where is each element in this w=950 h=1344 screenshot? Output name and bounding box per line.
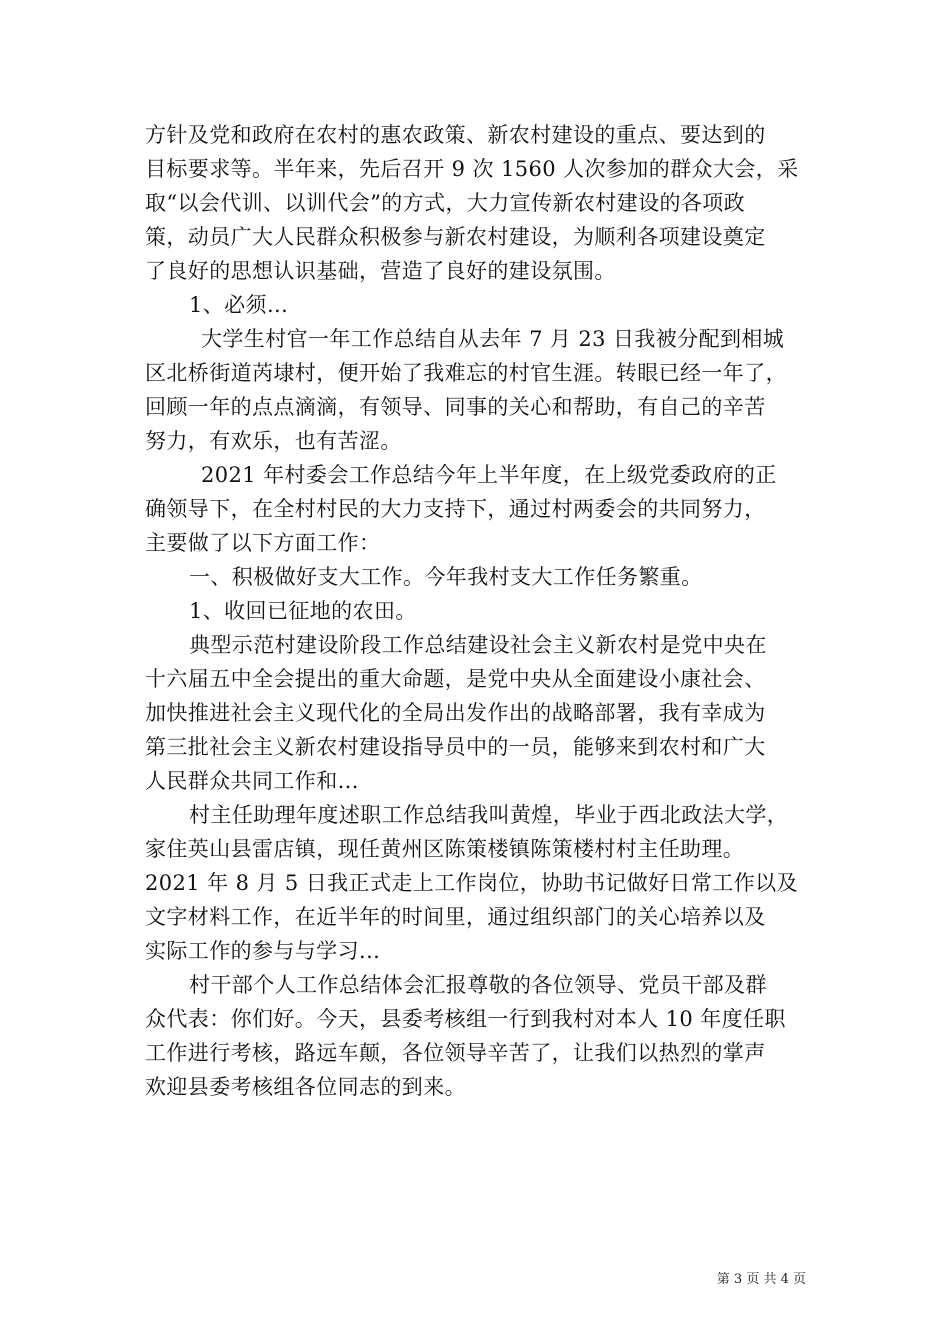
- text-line: 1、必须...: [189, 293, 289, 317]
- text-line: 家住英山县雷店镇，现任黄州区陈策楼镇陈策楼村村主任助理。: [145, 837, 745, 861]
- text-line: 众代表：你们好。今天，县委考核组一行到我村对本人 10 年度任职: [145, 1007, 786, 1031]
- text-line: 村主任助理年度述职工作总结我叫黄煌，毕业于西北政法大学，: [189, 803, 789, 827]
- page-number: 第 3 页 共 4 页: [716, 1272, 806, 1287]
- text-line: 主要做了以下方面工作：: [145, 531, 381, 555]
- text-line: 工作进行考核，路远车颠，各位领导辛苦了，让我们以热烈的掌声: [145, 1041, 766, 1065]
- text-line: 2021 年 8 月 5 日我正式走上工作岗位，协助书记做好日常工作以及: [145, 871, 798, 895]
- text-line: 十六届五中全会提出的重大命题，是党中央从全面建设小康社会、: [145, 667, 766, 691]
- text-line: 方针及党和政府在农村的惠农政策、新农村建设的重点、要达到的: [145, 123, 766, 147]
- text-line: 村干部个人工作总结体会汇报尊敬的各位领导、党员干部及群: [189, 973, 767, 997]
- text-line: 取“以会代训、以训代会”的方式，大力宣传新农村建设的各项政: [145, 191, 746, 215]
- text-line: 策，动员广大人民群众积极参与新农村建设，为顺利各项建设奠定: [145, 225, 766, 249]
- text-line: 典型示范村建设阶段工作总结建设社会主义新农村是党中央在: [189, 633, 767, 657]
- text-line: 一、积极做好支大工作。今年我村支大工作任务繁重。: [189, 565, 703, 589]
- text-line: 加快推进社会主义现代化的全局出发作出的战略部署，我有幸成为: [145, 701, 766, 725]
- text-line: 1、收回已征地的农田。: [189, 599, 417, 623]
- text-line: 实际工作的参与与学习...: [145, 939, 381, 963]
- text-line: 确领导下，在全村村民的大力支持下，通过村两委会的共同努力，: [145, 497, 766, 521]
- text-line: 区北桥街道芮埭村，便开始了我难忘的村官生涯。转眼已经一年了，: [145, 361, 787, 385]
- text-line: 第三批社会主义新农村建设指导员中的一员，能够来到农村和广大: [145, 735, 766, 759]
- text-line: 大学生村官一年工作总结自从去年 7 月 23 日我被分配到相城: [201, 327, 785, 351]
- text-line: 努力，有欢乐，也有苦涩。: [145, 429, 402, 453]
- text-line: 欢迎县委考核组各位同志的到来。: [145, 1075, 466, 1099]
- text-line: 2021 年村委会工作总结今年上半年度，在上级党委政府的正: [201, 463, 777, 487]
- text-line: 人民群众共同工作和...: [145, 769, 359, 793]
- text-line: 目标要求等。半年来，先后召开 9 次 1560 人次参加的群众大会，采: [145, 157, 799, 181]
- text-line: 文字材料工作，在近半年的时间里，通过组织部门的关心培养以及: [145, 905, 766, 929]
- text-line: 回顾一年的点点滴滴，有领导、同事的关心和帮助，有自己的辛苦: [145, 395, 766, 419]
- text-line: 了良好的思想认识基础，营造了良好的建设氛围。: [145, 259, 616, 283]
